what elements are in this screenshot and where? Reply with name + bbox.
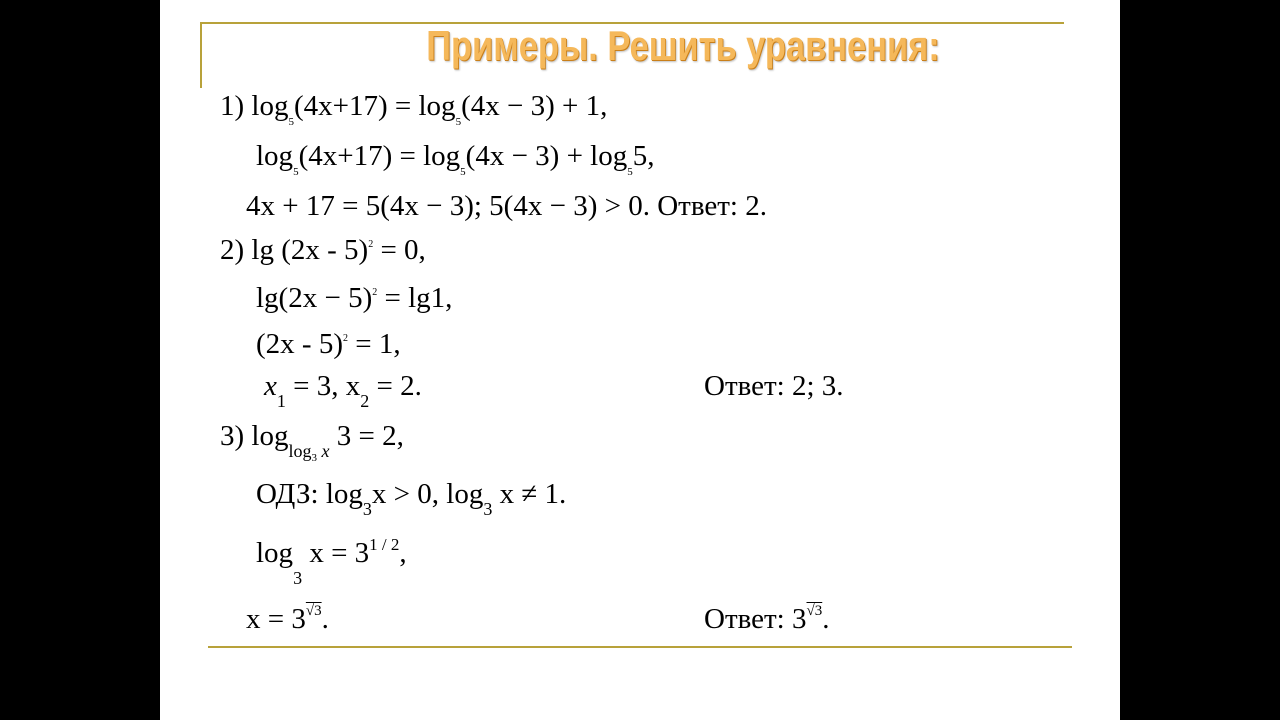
text: x = 3 <box>302 537 370 569</box>
exponent-sqrt: √3 <box>806 603 823 619</box>
log-base: 3 <box>483 499 493 519</box>
text: 4x + 17 = 5(4x − 3); 5(4x − 3) > 0. Ответ: 2. <box>246 190 767 222</box>
example1-line1 <box>220 92 607 128</box>
text: = 0, <box>373 234 426 266</box>
text: x ≠ 1. <box>492 478 567 510</box>
text: (4x+17) = log <box>298 140 461 172</box>
exponent: 2 <box>372 287 378 298</box>
text: (4x − 3) + log <box>465 140 628 172</box>
left-border-line <box>200 22 202 88</box>
example3-answer <box>704 604 829 634</box>
exponent: 2 <box>342 333 348 344</box>
text: ОДЗ: log <box>256 478 363 510</box>
example1-line3 <box>246 192 767 221</box>
log-base: 3 <box>293 568 303 588</box>
text: log <box>256 140 294 172</box>
slide-title: Примеры. Решить уравнения: <box>426 22 940 69</box>
example2-line1 <box>220 236 426 265</box>
bottom-border-line <box>208 646 1072 648</box>
exponent: 2 <box>368 239 374 250</box>
example3-line1 <box>220 422 404 464</box>
text: 2) lg (2x - 5) <box>220 234 369 266</box>
text: Ответ: 3 <box>704 603 807 635</box>
text: 1) log <box>220 90 289 122</box>
log-base: log <box>288 441 312 461</box>
text: x = 3 <box>246 603 306 635</box>
text: log <box>256 537 294 569</box>
log-base: 3 <box>311 452 317 464</box>
text: 3) log <box>220 420 289 452</box>
text: . <box>321 603 329 635</box>
text: = 3, x <box>285 370 361 402</box>
text: . <box>822 603 830 635</box>
text: (4x − 3) + 1, <box>461 90 608 122</box>
exponent-sqrt: √3 <box>305 603 322 619</box>
log-base: 5 <box>293 166 299 178</box>
text: lg(2x − 5) <box>256 282 373 314</box>
exponent: 1 / 2 <box>369 535 400 554</box>
slide <box>160 0 1120 720</box>
text: , <box>399 537 407 569</box>
example2-line3 <box>256 330 401 359</box>
text: 5, <box>632 140 655 172</box>
example2-line4 <box>264 372 422 410</box>
example3-line3 <box>256 536 407 587</box>
subscript: 2 <box>360 391 370 411</box>
log-base: 3 <box>362 499 372 519</box>
log-base: 5 <box>288 116 294 128</box>
example3-line2 <box>256 480 566 518</box>
example2-answer <box>704 372 844 401</box>
text: = 1, <box>347 328 401 360</box>
text: x <box>264 370 277 402</box>
log-base: 5 <box>455 116 462 128</box>
text: Ответ: 2; 3. <box>704 370 844 402</box>
example3-line4 <box>246 604 329 634</box>
text: (2x - 5) <box>256 328 343 360</box>
subscript: 1 <box>276 391 286 411</box>
text: x > 0, log <box>371 478 484 510</box>
text: = 2. <box>369 370 422 402</box>
example2-line2 <box>256 284 452 313</box>
example1-line2 <box>256 142 655 178</box>
log-base: 5 <box>460 166 466 178</box>
text: = lg1, <box>377 282 453 314</box>
text: (4x+17) = log <box>293 90 456 122</box>
log-base: 5 <box>627 166 633 178</box>
log-base: x <box>316 441 330 461</box>
text: 3 = 2, <box>329 420 404 452</box>
